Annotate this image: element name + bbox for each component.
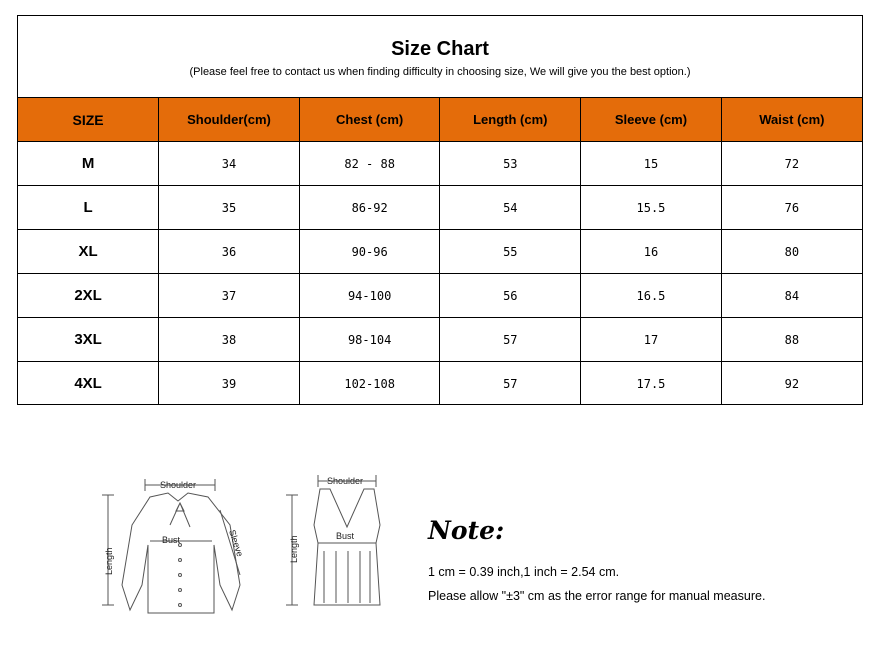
note-conversion: 1 cm = 0.39 inch,1 inch = 2.54 cm. [428,565,620,579]
vest-length-label: Length [289,535,299,563]
shirt-shoulder-label: Shoulder [160,480,197,490]
size-cell: 3XL [18,318,159,362]
length-cell: 56 [440,274,581,318]
waist-cell: 88 [721,318,862,362]
shoulder-cell: 38 [159,318,300,362]
sleeve-cell: 16 [581,230,722,274]
size-cell: L [18,186,159,230]
table-row [18,230,862,274]
size-cell: 2XL [18,274,159,318]
waist-cell: 76 [721,186,862,230]
table-row [18,274,862,318]
shoulder-cell: 34 [159,142,300,186]
table-row [18,142,862,186]
table-row [18,362,862,406]
waist-cell: 84 [721,274,862,318]
waist-cell: 80 [721,230,862,274]
length-cell: 54 [440,186,581,230]
sleeve-cell: 17 [581,318,722,362]
chest-cell: 102-108 [299,362,440,406]
chest-cell: 94-100 [299,274,440,318]
chest-cell: 86-92 [299,186,440,230]
waist-cell: 92 [784,376,800,391]
shoulder-cell: 35 [159,186,300,230]
shoulder-cell: 36 [159,230,300,274]
shirt-bust-label: Bust [162,535,181,545]
vest-shoulder-label: Shoulder [327,476,364,486]
table-header-row [18,98,862,142]
size-cell: XL [18,230,159,274]
page-title: Size Chart [391,38,489,60]
chest-cell: 82 - 88 [299,142,440,186]
size-chart-header [18,16,862,98]
column-header-chest: Chest (cm) [299,98,440,142]
shirt-length-label: Length [104,547,114,575]
table-row [18,186,862,230]
vest-measure-diagram [280,465,400,625]
chest-cell: 98-104 [299,318,440,362]
sleeve-cell: 15.5 [581,186,722,230]
page-subtitle: (Please feel free to contact us when finding difficulty in choosing size, We will give you the best option.) [189,66,691,78]
length-cell: 53 [440,142,581,186]
length-cell: 57 [440,362,581,406]
size-cell: 4XL [18,362,159,406]
note-title: Note: [428,516,505,545]
column-header-length: Length (cm) [440,98,581,142]
chest-cell: 90-96 [299,230,440,274]
column-header-waist: Waist (cm) [721,98,862,142]
size-table [18,98,862,405]
column-header-size: SIZE [18,98,159,142]
column-header-sleeve: Sleeve (cm) [581,98,722,142]
sleeve-cell: 17.5 [581,362,722,406]
sleeve-cell: 15 [581,142,722,186]
shoulder-cell: 39 [159,362,300,406]
shoulder-cell: 37 [159,274,300,318]
vest-bust-label: Bust [336,531,355,541]
note-error-range: Please allow "±3" cm as the error range for manual measure. [428,589,766,603]
sleeve-cell: 16.5 [581,274,722,318]
size-cell: M [18,142,159,186]
column-header-shoulder: Shoulder(cm) [159,98,300,142]
length-cell: 57 [440,318,581,362]
shirt-sleeve-label: Sleeve [227,528,246,558]
waist-cell: 72 [721,142,862,186]
shirt-measure-diagram [90,465,255,645]
table-row [18,318,862,362]
length-cell: 55 [440,230,581,274]
size-chart [17,15,863,405]
